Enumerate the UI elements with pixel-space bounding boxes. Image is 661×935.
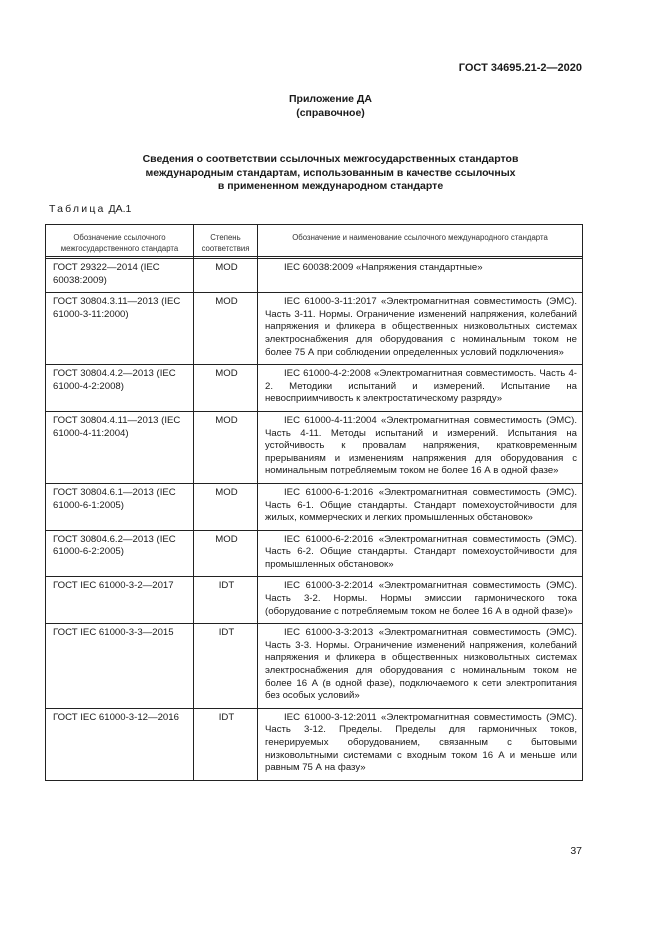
- heading-line-2: международным стандартам, использованным в качестве ссылочных: [145, 166, 516, 179]
- cell-title: [258, 259, 583, 293]
- header-standard: Обозначение ссылочного межгосударственного стандарта: [46, 225, 194, 257]
- cell-title: [258, 530, 583, 577]
- appendix-title: Приложение ДА: [289, 93, 372, 105]
- document-code: ГОСТ 34695.21-2—2020: [458, 62, 582, 74]
- cell-title: [258, 365, 583, 412]
- cell-degree: IDT: [194, 577, 258, 624]
- cell-degree: IDT: [194, 708, 258, 780]
- cell-degree: MOD: [194, 365, 258, 412]
- section-heading: [0, 153, 661, 194]
- cell-standard: ГОСТ 30804.6.1—2013 (IEC 61000-6-1:2005): [46, 483, 194, 530]
- table-caption: [49, 203, 131, 215]
- cell-degree: IDT: [194, 624, 258, 709]
- cell-title-text: IEC 61000-3-2:2014 «Электромагнитная совместимость (ЭМС). Часть 3-2. Нормы. Нормы эмиссии гармонического тока (оборудование с потребляемым током не более 16 А в одной фазе)»: [265, 580, 577, 617]
- cell-degree: MOD: [194, 411, 258, 483]
- cell-title: [258, 411, 583, 483]
- cell-degree: MOD: [194, 259, 258, 293]
- table-row: [46, 708, 583, 780]
- appendix-subtitle: (справочное): [296, 107, 365, 119]
- cell-title-text: IEC 61000-4-11:2004 «Электромагнитная совместимость (ЭМС). Часть 4-11. Методы испытаний и измерений. Испытания на устойчивость к провалам напряжения, кратковременным прерываниям и изменениям напряжения для оборудования с номинальным потребляемым током не более 16 А в одной фазе»: [265, 414, 577, 477]
- reference-table: [45, 224, 583, 781]
- table-body: [46, 259, 583, 781]
- table-row: [46, 530, 583, 577]
- table-row: [46, 259, 583, 293]
- cell-title: [258, 708, 583, 780]
- table-header-row: [46, 225, 583, 257]
- cell-title: [258, 483, 583, 530]
- cell-title: [258, 577, 583, 624]
- header-degree: Степень соответствия: [194, 225, 258, 257]
- cell-degree: MOD: [194, 530, 258, 577]
- cell-standard: ГОСТ 30804.6.2—2013 (IEC 61000-6-2:2005): [46, 530, 194, 577]
- cell-title: [258, 293, 583, 365]
- cell-title-text: IEC 61000-3-11:2017 «Электромагнитная совместимость (ЭМС). Часть 3-11. Нормы. Ограничение изменений напряжения, колебаний напряжения и фликера в общественных низковольтных системах электроснабжения для оборудования с номинальным током не более 75 А при соблюдении определенных условий подключения»: [265, 296, 577, 358]
- cell-standard: ГОСТ 29322—2014 (IEC 60038:2009): [46, 259, 194, 293]
- table-row: [46, 483, 583, 530]
- cell-standard: ГОСТ IEC 61000-3-12—2016: [46, 708, 194, 780]
- header-title: Обозначение и наименование ссылочного международного стандарта: [258, 225, 583, 257]
- cell-degree: MOD: [194, 483, 258, 530]
- cell-title-text: IEC 60038:2009 «Напряжения стандартные»: [284, 262, 483, 273]
- cell-standard: ГОСТ 30804.4.2—2013 (IEC 61000-4-2:2008): [46, 365, 194, 412]
- cell-standard: ГОСТ IEC 61000-3-3—2015: [46, 624, 194, 709]
- table-row: [46, 577, 583, 624]
- cell-title-text: IEC 61000-3-3:2013 «Электромагнитная совместимость (ЭМС). Часть 3-3. Нормы. Ограничение изменений напряжения, колебаний напряжения и фликера в общественных низковольтных системах электроснабжения для оборудования с номинальным током не более 16 А (в одной фазе), подключаемого к сети электропитания без особых условий»: [265, 627, 577, 702]
- table-caption-word: Таблица: [49, 203, 106, 215]
- table-caption-number: ДА.1: [108, 203, 132, 215]
- cell-title-text: IEC 61000-6-2:2016 «Электромагнитная совместимость (ЭМС). Часть 6-2. Общие стандарты. Стандарт помехоустойчивости для промышленных обстановок»: [265, 533, 577, 570]
- cell-standard: ГОСТ 30804.3.11—2013 (IEC 61000-3-11:2000): [46, 293, 194, 365]
- cell-title-text: IEC 61000-3-12:2011 «Электромагнитная совместимость (ЭМС). Часть 3-12. Пределы. Пределы для гармоничных токов, генерируемых оборудованием, связанным с бытовыми низковольтными системами с входным током 16 А и меньше или равным 75 А на фазу»: [265, 711, 577, 774]
- page-number: 37: [570, 845, 582, 857]
- table-row: [46, 293, 583, 365]
- table-row: [46, 365, 583, 412]
- cell-title-text: IEC 61000-4-2:2008 «Электромагнитная совместимость. Часть 4-2. Методики испытаний и измерений. Испытание на невосприимчивость к электростатическому разряду»: [265, 368, 577, 405]
- heading-line-3: в примененном международном стандарте: [217, 180, 444, 192]
- table-row: [46, 411, 583, 483]
- appendix-label: [0, 92, 661, 120]
- table-row: [46, 624, 583, 709]
- cell-standard: ГОСТ IEC 61000-3-2—2017: [46, 577, 194, 624]
- cell-standard: ГОСТ 30804.4.11—2013 (IEC 61000-4-11:2004): [46, 411, 194, 483]
- heading-line-1: Сведения о соответствии ссылочных межгосударственных стандартов: [142, 153, 519, 165]
- cell-degree: MOD: [194, 293, 258, 365]
- cell-title: [258, 624, 583, 709]
- cell-title-text: IEC 61000-6-1:2016 «Электромагнитная совместимость (ЭМС). Часть 6-1. Общие стандарты. Стандарт помехоустойчивости для жилых, коммерческих и легких промышленных обстановок»: [265, 486, 577, 524]
